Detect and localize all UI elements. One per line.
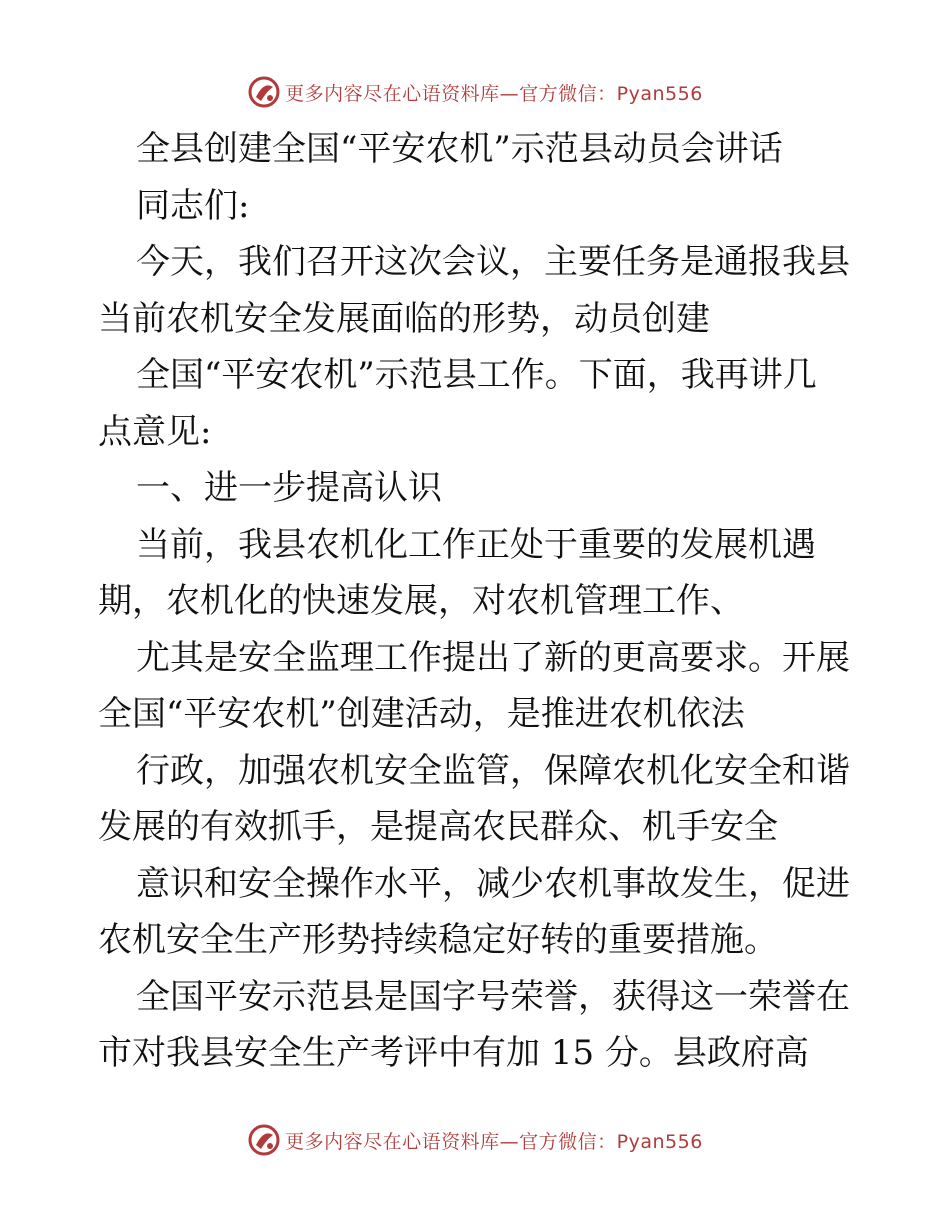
salutation: 同志们: <box>136 185 250 226</box>
text-line: 全国“平安农机”示范县工作。下面，我再讲几 <box>136 355 817 395</box>
footer-banner <box>0 1120 950 1160</box>
text-line: 尤其是安全监理工作提出了新的更高要求。开展 <box>136 637 850 678</box>
text-line: 当前，我县农机化工作正处于重要的发展机遇 <box>136 524 816 565</box>
text-line: 发展的有效抓手，是提高农民群众、机手安全 <box>98 807 778 847</box>
footer-banner-text: 更多内容尽在心语资料库—官方微信：Pyan556 <box>285 1130 703 1153</box>
text-line: 市对我县安全生产考评中有加 15 分。县政府高 <box>98 1033 809 1073</box>
text-line: 意识和安全操作水平，减少农机事故发生，促进 <box>136 863 850 904</box>
text-line: 全国“平安农机”创建活动，是推进农机依法 <box>98 694 745 734</box>
header-banner <box>0 72 950 112</box>
header-banner-text: 更多内容尽在心语资料库—官方微信：Pyan556 <box>285 82 703 105</box>
text-line: 当前农机安全发展面临的形势，动员创建 <box>98 298 710 339</box>
text-line: 期，农机化的快速发展，对农机管理工作、 <box>98 581 744 621</box>
document-body <box>98 121 858 1082</box>
brand-logo-icon <box>247 1123 281 1157</box>
doc-title: 全县创建全国“平安农机”示范县动员会讲话 <box>136 129 783 169</box>
text-line: 全国平安示范县是国字号荣誉，获得这一荣誉在 <box>136 976 850 1017</box>
text-line: 农机安全生产形势持续稳定好转的重要措施。 <box>98 920 778 960</box>
text-line: 点意见: <box>98 411 212 452</box>
text-line: 今天，我们召开这次会议，主要任务是通报我县 <box>136 242 850 282</box>
text-line: 行政，加强农机安全监管，保障农机化安全和谐 <box>136 750 850 791</box>
brand-logo-icon <box>247 75 281 109</box>
section-heading: 一、进一步提高认识 <box>136 468 442 508</box>
